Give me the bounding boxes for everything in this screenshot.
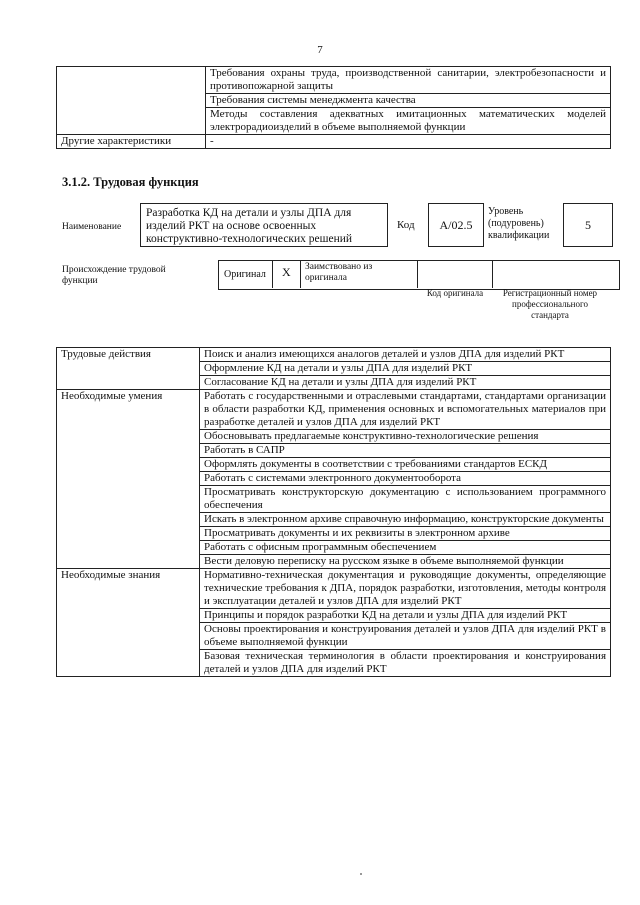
group-item: Оформлять документы в соответствии с требованиями стандартов ЕСКД	[200, 458, 611, 472]
group-item: Базовая техническая терминология в области проектирования и конструирования деталей и узлов ДПА для изделий РКТ	[200, 650, 611, 677]
original-label: Оригинал	[224, 269, 266, 280]
group-item: Вести деловую переписку на русском языке в объеме выполняемой функции	[200, 555, 611, 569]
table-row	[57, 390, 611, 430]
origin-box	[218, 260, 620, 290]
section-title: 3.1.2. Трудовая функция	[62, 175, 199, 189]
top-table-row	[57, 135, 611, 149]
group-item: Обосновывать предлагаемые конструктивно-технологические решения	[200, 430, 611, 444]
top-table-value: Методы составления адекватных имитационных математических моделей электрорадиоизделий в объеме выполняемой функции	[206, 108, 611, 135]
group-item: Работать с государственными и отраслевыми стандартами, стандартами организации в области разработки КД, применения основных и вспомогательных материалов при разработке деталей и узлов ДПА для изделий РКТ	[200, 390, 611, 430]
table-row	[57, 569, 611, 609]
origin-divider-1	[272, 260, 273, 288]
code-original-caption: Код оригинала	[426, 288, 484, 298]
origin-label: Происхождение трудовой функции	[62, 265, 166, 286]
group-item: Оформление КД на детали и узлы ДПА для изделий РКТ	[200, 362, 611, 376]
group-item: Основы проектирования и конструирования деталей и узлов ДПА для изделий РКТ в объеме выполняемой функции	[200, 623, 611, 650]
main-function-table	[56, 347, 611, 677]
group-item: Работать в САПР	[200, 444, 611, 458]
group-item: Работать с системами электронного документооборота	[200, 472, 611, 486]
code-label: Код	[397, 219, 415, 231]
group-item: Поиск и анализ имеющихся аналогов деталей и узлов ДПА для изделий РКТ	[200, 348, 611, 362]
top-characteristics-table	[56, 66, 611, 149]
top-table-row	[57, 67, 611, 94]
group-item: Просматривать документы и их реквизиты в электронном архиве	[200, 527, 611, 541]
origin-divider-3	[417, 260, 418, 288]
group-item: Нормативно-техническая документация и руководящие документы, определяющие технические требования к ДПА, порядок разработки, изготовления, методы контроля и эксплуатации деталей и узлов ДПА для изделий РКТ	[200, 569, 611, 609]
code-value: А/02.5	[428, 203, 484, 247]
level-label: Уровень (подуровень) квалификации	[488, 206, 550, 241]
group-item: Работать с офисным программным обеспечением	[200, 541, 611, 555]
page-number: 7	[317, 44, 323, 56]
group-item: Просматривать конструкторскую документацию с использованием программного обеспечения	[200, 486, 611, 513]
top-table-value: -	[206, 135, 611, 149]
table-row	[57, 348, 611, 362]
reg-number-caption: Регистрационный номер профессионального стандарта	[502, 288, 598, 320]
group-item: Согласование КД на детали и узлы ДПА для изделий РКТ	[200, 376, 611, 390]
group-label: Необходимые знания	[57, 569, 200, 677]
group-label: Трудовые действия	[57, 348, 200, 390]
top-table-value: Требования системы менеджмента качества	[206, 94, 611, 108]
top-table-label: Другие характеристики	[57, 135, 206, 149]
original-mark: X	[282, 265, 291, 279]
group-item: Искать в электронном архиве справочную информацию, конструкторские документы	[200, 513, 611, 527]
name-value: Разработка КД на детали и узлы ДПА для изделий РКТ на основе освоенных конструктивно-технологических решений	[146, 207, 353, 245]
level-value: 5	[563, 203, 613, 247]
footer-mark	[360, 873, 362, 875]
top-table-value: Требования охраны труда, производственной санитарии, электробезопасности и противопожарной защиты	[206, 67, 611, 94]
borrowed-label: Заимствовано из оригинала	[305, 262, 373, 283]
name-label: Наименование	[62, 222, 122, 232]
origin-divider-4	[492, 260, 493, 288]
group-item: Принципы и порядок разработки КД на детали и узлы ДПА для изделий РКТ	[200, 609, 611, 623]
top-table-empty-cell	[57, 67, 206, 135]
origin-divider-2	[300, 260, 301, 288]
group-label: Необходимые умения	[57, 390, 200, 569]
name-box	[140, 203, 388, 247]
